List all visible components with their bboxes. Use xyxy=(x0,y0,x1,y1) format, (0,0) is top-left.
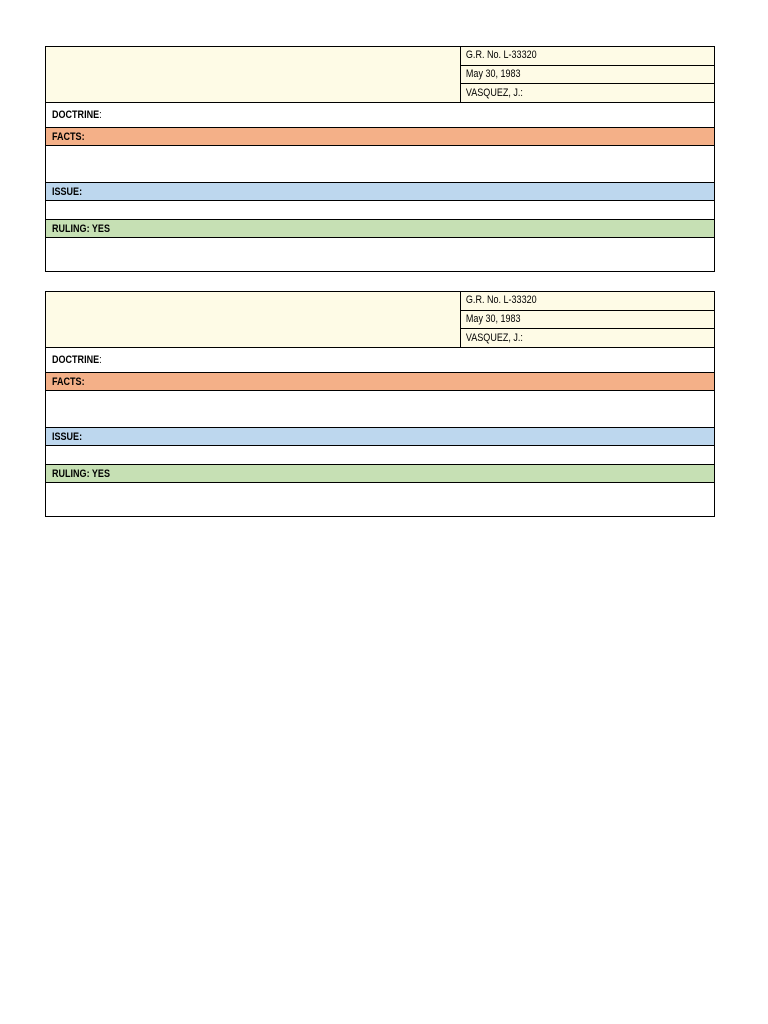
ruling-label: RULING: YES xyxy=(52,222,110,235)
doctrine-label: DOCTRINE xyxy=(52,109,100,121)
doctrine-row xyxy=(46,103,714,128)
facts-header xyxy=(46,373,714,391)
facts-content xyxy=(46,146,714,183)
issue-header xyxy=(46,183,714,201)
facts-content xyxy=(46,391,714,428)
gr-number: G.R. No. L-33320 xyxy=(465,49,537,62)
ponente: VASQUEZ, J.: xyxy=(465,86,523,99)
ruling-content xyxy=(46,238,714,271)
gr-number: G.R. No. L-33320 xyxy=(465,294,537,307)
doctrine-label: DOCTRINE xyxy=(52,354,100,366)
issue-label: ISSUE: xyxy=(52,185,83,198)
case-title-cell xyxy=(46,292,461,347)
issue-label: ISSUE: xyxy=(52,430,83,443)
doctrine-colon: : xyxy=(99,109,102,121)
issue-content xyxy=(46,201,714,220)
doctrine-colon: : xyxy=(99,354,102,366)
decision-date: May 30, 1983 xyxy=(465,68,521,80)
digest-header xyxy=(46,292,714,348)
facts-label: FACTS: xyxy=(52,130,85,143)
case-title-cell xyxy=(46,47,461,102)
decision-date: May 30, 1983 xyxy=(465,313,521,325)
ruling-header xyxy=(46,465,714,483)
facts-header xyxy=(46,128,714,146)
case-meta xyxy=(461,47,714,102)
issue-header xyxy=(46,428,714,446)
case-digest-table xyxy=(45,291,715,517)
issue-content xyxy=(46,446,714,465)
ruling-content xyxy=(46,483,714,516)
digest-header xyxy=(46,47,714,103)
case-meta xyxy=(461,292,714,347)
ruling-label: RULING: YES xyxy=(52,467,110,480)
doctrine-row xyxy=(46,348,714,373)
ponente: VASQUEZ, J.: xyxy=(465,331,523,344)
facts-label: FACTS: xyxy=(52,375,85,388)
case-digest-table xyxy=(45,46,715,272)
ruling-header xyxy=(46,220,714,238)
